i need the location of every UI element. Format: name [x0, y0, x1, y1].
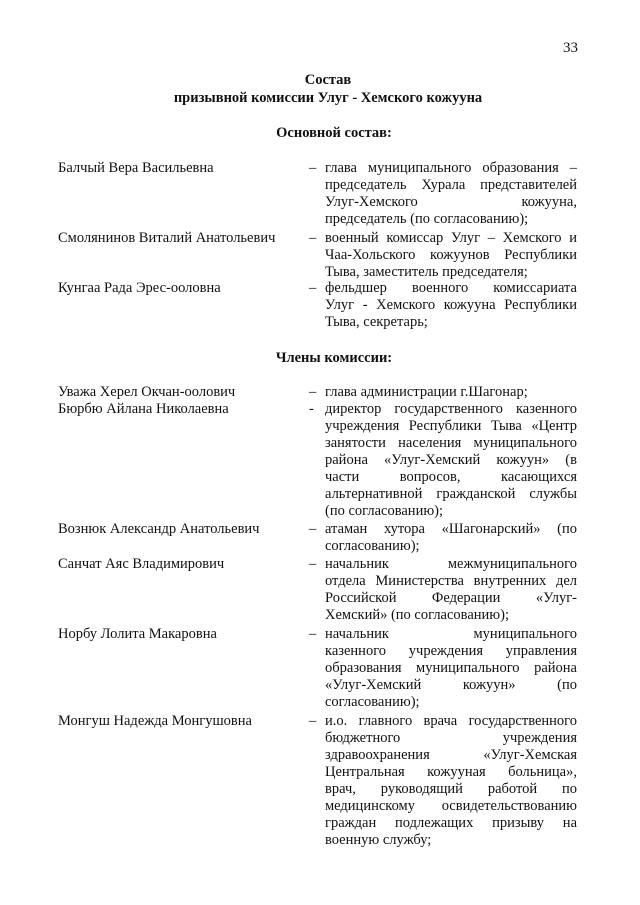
role-line: (по согласованию);: [325, 503, 444, 519]
member-name: Вознюк Александр Анатольевич: [58, 521, 260, 537]
member-name: Балчый Вера Васильевна: [58, 160, 214, 176]
document-title-line2: призывной комиссии Улуг - Хемского кожууна: [173, 90, 483, 106]
role-line: Хемский» (по согласованию);: [325, 607, 509, 623]
role-line: здравоохранения «Улуг-Хемская: [325, 747, 577, 763]
role-line: начальник межмуниципального: [325, 556, 577, 572]
role-line: Российской Федерации «Улуг-: [325, 590, 577, 606]
member-role: [325, 626, 577, 711]
role-line: района «Улуг-Хемский кожуун» (в: [325, 452, 577, 468]
member-role: [325, 521, 577, 555]
role-line: Чаа-Хольского кожуунов Республики: [325, 247, 577, 263]
role-line: казенного учреждения управления: [325, 643, 577, 659]
member-role: [325, 401, 577, 520]
role-line: Центральная кожууная больница»,: [325, 764, 577, 780]
member-role: [325, 384, 577, 401]
role-line: председатель (по согласованию);: [325, 211, 529, 227]
member-name: Уважа Херел Окчан-оолович: [58, 384, 236, 400]
member-dash: –: [309, 384, 317, 400]
role-line: и.о. главного врача государственного: [325, 713, 577, 729]
role-line: образования муниципального района: [325, 660, 577, 676]
role-line: фельдшер военного комиссариата: [325, 280, 577, 296]
role-line: занятости населения муниципального: [325, 435, 577, 451]
role-line: медицинскому освидетельствованию: [325, 798, 577, 814]
role-line: граждан подлежащих призыву на: [325, 815, 577, 831]
member-dash: -: [309, 401, 314, 417]
role-line: согласованию);: [325, 694, 420, 710]
member-name: Монгуш Надежда Монгушовна: [58, 713, 252, 729]
member-role: [325, 713, 577, 849]
member-dash: –: [309, 280, 317, 296]
member-name: Бюрбю Айлана Николаевна: [58, 401, 229, 417]
member-role: [325, 280, 577, 331]
member-dash: –: [309, 626, 317, 642]
member-name: Норбу Лолита Макаровна: [58, 626, 217, 642]
role-line: «Улуг-Хемский кожуун» (по: [325, 677, 577, 693]
member-dash: –: [309, 713, 317, 729]
role-line: врач, руководящий работой по: [325, 781, 577, 797]
member-dash: –: [309, 230, 317, 246]
role-line: согласованию);: [325, 538, 420, 554]
role-line: Тыва, заместитель председателя;: [325, 264, 528, 280]
member-dash: –: [309, 160, 317, 176]
role-line: альтернативной гражданской службы: [325, 486, 577, 502]
section-heading-main: Основной состав:: [276, 125, 392, 141]
role-line: глава администрации г.Шагонар;: [325, 384, 528, 400]
role-line: Улуг - Хемского кожууна Республики: [325, 297, 577, 313]
member-role: [325, 230, 577, 281]
role-line: Тыва, секретарь;: [325, 314, 428, 330]
role-line: Улуг-Хемского кожууна,: [325, 194, 577, 210]
role-line: отдела Министерства внутренних дел: [325, 573, 577, 589]
member-role: [325, 160, 577, 228]
member-dash: –: [309, 521, 317, 537]
section-heading-members: Члены комиссии:: [275, 350, 393, 366]
role-line: военный комиссар Улуг – Хемского и: [325, 230, 577, 246]
page-number: 33: [563, 40, 578, 56]
member-name: Санчат Аяс Владимирович: [58, 556, 225, 572]
role-line: председатель Хурала представителей: [325, 177, 577, 193]
role-line: глава муниципального образования –: [325, 160, 577, 176]
member-name: Смолянинов Виталий Анатольевич: [58, 230, 276, 246]
role-line: бюджетного учреждения: [325, 730, 577, 746]
role-line: атаман хутора «Шагонарский» (по: [325, 521, 577, 537]
role-line: директор государственного казенного: [325, 401, 577, 417]
member-dash: –: [309, 556, 317, 572]
role-line: части вопросов, касающихся: [325, 469, 577, 485]
role-line: начальник муниципального: [325, 626, 577, 642]
member-name: Кунгаа Рада Эрес-ооловна: [58, 280, 221, 296]
role-line: военную службу;: [325, 832, 432, 848]
document-title-line1: Состав: [304, 72, 352, 88]
role-line: учреждения Республики Тыва «Центр: [325, 418, 577, 434]
member-role: [325, 556, 577, 624]
